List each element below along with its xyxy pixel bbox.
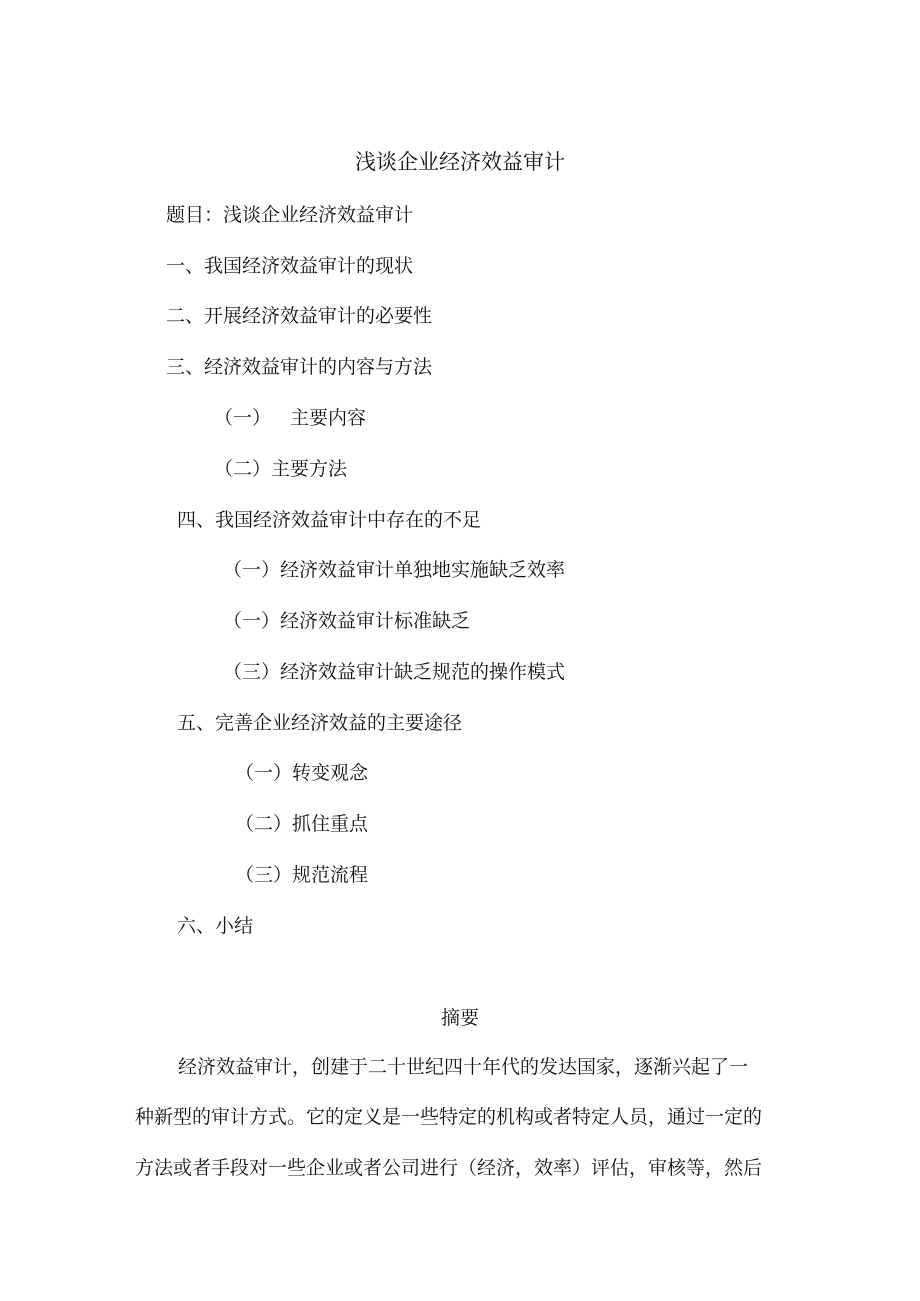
- document-title: 浅谈企业经济效益审计: [355, 150, 565, 174]
- toc-topic: 题目：浅谈企业经济效益审计: [166, 204, 414, 226]
- toc-section-3: 三、经济效益审计的内容与方法: [166, 356, 433, 378]
- abstract-line-2: 种新型的审计方式。它的定义是一些特定的机构或者特定人员，通过一定的: [135, 1106, 763, 1128]
- toc-section-5: 五、完善企业经济效益的主要途径: [177, 712, 463, 734]
- toc-section-3-2: （二）主要方法: [214, 458, 348, 480]
- toc-section-2: 二、开展经济效益审计的必要性: [166, 305, 433, 327]
- toc-section-4: 四、我国经济效益审计中存在的不足: [177, 509, 482, 531]
- toc-section-1: 一、我国经济效益审计的现状: [166, 255, 414, 277]
- toc-section-3-1-number: （一）: [214, 407, 272, 429]
- abstract-line-1: 经济效益审计，创建于二十世纪四十年代的发达国家，逐渐兴起了一: [178, 1056, 749, 1078]
- toc-section-5-2: （二）抓住重点: [235, 813, 369, 835]
- toc-section-6: 六、小结: [177, 915, 254, 937]
- abstract-line-3: 方法或者手段对一些企业或者公司进行（经济，效率）评估，审核等，然后: [135, 1157, 763, 1179]
- toc-section-4-3: （三）经济效益审计缺乏规范的操作模式: [223, 661, 566, 683]
- toc-section-4-1: （一）经济效益审计单独地实施缺乏效率: [223, 559, 566, 581]
- toc-section-5-3: （三）规范流程: [235, 864, 369, 886]
- toc-section-4-2: （一）经济效益审计标准缺乏: [223, 610, 471, 632]
- toc-section-3-1-text: 主要内容: [290, 407, 367, 429]
- abstract-heading: 摘要: [440, 1007, 479, 1029]
- toc-section-5-1: （一）转变观念: [235, 762, 369, 784]
